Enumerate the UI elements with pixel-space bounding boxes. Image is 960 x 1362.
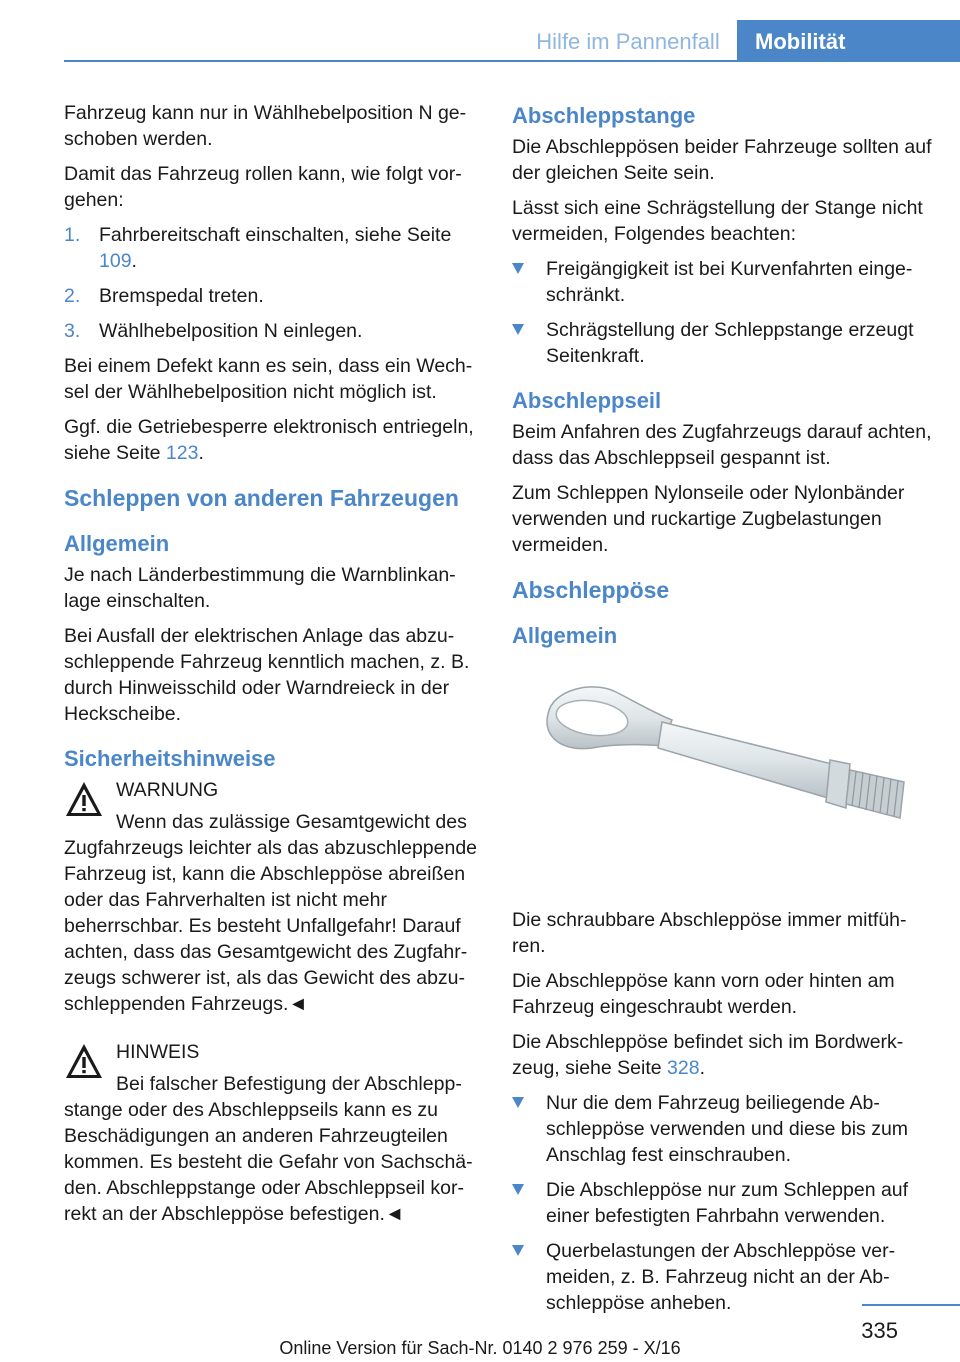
warning-triangle-icon xyxy=(64,779,104,819)
section-heading: Abschleppöse xyxy=(512,577,670,603)
notice-triangle-icon xyxy=(64,1041,104,1081)
subsection-heading: Abschleppseil xyxy=(512,388,662,413)
paragraph: Lässt sich eine Schrägstellung der Stange nicht vermeiden, Folgendes beachten: xyxy=(512,197,923,245)
notice-text: Bei falscher Befestigung der Abschleppstange oder des Abschleppseils kann es zu Beschädigungen an anderen Fahrzeugteilen kommen. Es besteht die Gefahr von Sachschäden. Abschleppstange oder Abschleppseil korrekt an der Abschleppöse befestigen.◄ xyxy=(64,1073,473,1225)
step-number: 1. xyxy=(64,224,81,246)
paragraph: Bei Ausfall der elektrischen Anlage das abzuschleppende Fahrzeug kenntlich machen, z. B. durch Hinweisschild oder Warndreieck in der Heckscheibe. xyxy=(64,625,470,725)
paragraph: Die schraubbare Abschleppöse immer mitführen. xyxy=(512,909,907,957)
paragraph: Die Abschleppöse befindet sich im Bordwerkzeug, siehe Seite 328. xyxy=(512,1031,904,1079)
notice-title: HINWEIS xyxy=(116,1041,200,1063)
bullet-list xyxy=(512,256,932,369)
page-number-rule xyxy=(862,1304,960,1306)
list-item: Freigängigkeit ist bei Kurvenfahrten eingeschränkt. xyxy=(512,256,932,308)
warning-text: Wenn das zulässige Gesamtgewicht des Zugfahrzeugs leichter als das abzuschleppende Fahrzeug ist, kann die Abschleppöse abreißen oder das Fahrverhalten ist nicht mehr beherrschbar. Es besteht Unfallgefahr! Darauf achten, dass das Gesamtgewicht des Zugfahrzeugs schwerer ist, als das Gewicht des abzuschleppenden Fahrzeugs.◄ xyxy=(64,811,478,1015)
bullet-triangle-icon xyxy=(512,263,524,274)
paragraph: Damit das Fahrzeug rollen kann, wie folgt vorgehen: xyxy=(64,163,462,211)
list-item: Schrägstellung der Schleppstange erzeugt Seitenkraft. xyxy=(512,317,932,369)
paragraph: Ggf. die Getriebesperre elektronisch entriegeln, siehe Seite 123. xyxy=(64,416,474,464)
bullet-triangle-icon xyxy=(512,324,524,335)
bullet-triangle-icon xyxy=(512,1097,524,1108)
paragraph: Je nach Länderbestimmung die Warnblinkanlage einschalten. xyxy=(64,564,456,612)
page-link[interactable]: 123 xyxy=(165,442,199,464)
bullet-triangle-icon xyxy=(512,1245,524,1256)
paragraph: Beim Anfahren des Zugfahrzeugs darauf achten, dass das Abschleppseil gespannt ist. xyxy=(512,421,932,469)
bullet-list xyxy=(512,1090,932,1316)
header-chapter: Mobilität xyxy=(737,20,960,62)
tow-hook-image xyxy=(512,672,932,872)
page-link[interactable]: 328 xyxy=(667,1057,700,1079)
subsection-heading: Abschleppstange xyxy=(512,103,696,128)
list-item: Die Abschleppöse nur zum Schleppen auf einer befestigten Fahrbahn verwenden. xyxy=(512,1177,932,1229)
steps-list xyxy=(64,222,482,344)
step-number: 3. xyxy=(64,320,81,342)
list-item: 2. Bremspedal treten. xyxy=(64,285,264,307)
footer-text: Online Version für Sach-Nr. 0140 2 976 259 - X/16 xyxy=(279,1338,681,1358)
header-section: Hilfe im Pannenfall xyxy=(536,29,720,54)
paragraph: Die Abschleppösen beider Fahrzeuge sollten auf der gleichen Seite sein. xyxy=(512,136,932,184)
page-link[interactable]: 109 xyxy=(99,250,132,272)
bullet-triangle-icon xyxy=(512,1184,524,1195)
paragraph: Fahrzeug kann nur in Wählhebelposition N geschoben werden. xyxy=(64,102,467,150)
left-column xyxy=(64,100,482,1236)
right-column xyxy=(512,100,932,1325)
subsection-heading: Allgemein xyxy=(512,623,618,648)
subsection-heading: Allgemein xyxy=(64,531,170,556)
list-item: 1. Fahrbereitschaft einschalten, siehe Seite 109. xyxy=(64,224,452,272)
warning-title: WARNUNG xyxy=(116,779,219,801)
section-heading: Schleppen von anderen Fahrzeugen xyxy=(64,485,459,511)
list-item: Querbelastungen der Abschleppöse vermeiden, z. B. Fahrzeug nicht an der Abschleppöse anheben. xyxy=(512,1238,932,1316)
step-number: 2. xyxy=(64,285,81,307)
subsection-heading: Sicherheitshinweise xyxy=(64,746,276,771)
list-item: Nur die dem Fahrzeug beiliegende Abschleppöse verwenden und diese bis zum Anschlag fest einschrauben. xyxy=(512,1090,932,1168)
paragraph: Zum Schleppen Nylonseile oder Nylonbänder verwenden und ruckartige Zugbelastungen vermeiden. xyxy=(512,482,905,556)
page-number: 335 xyxy=(861,1318,898,1343)
list-item: 3. Wählhebelposition N einlegen. xyxy=(64,320,363,342)
paragraph: Bei einem Defekt kann es sein, dass ein Wechsel der Wählhebelposition nicht möglich ist. xyxy=(64,355,473,403)
warning-block xyxy=(64,777,482,1017)
paragraph: Die Abschleppöse kann vorn oder hinten am Fahrzeug eingeschraubt werden. xyxy=(512,970,895,1018)
notice-block xyxy=(64,1039,482,1227)
header-rule xyxy=(64,60,960,62)
